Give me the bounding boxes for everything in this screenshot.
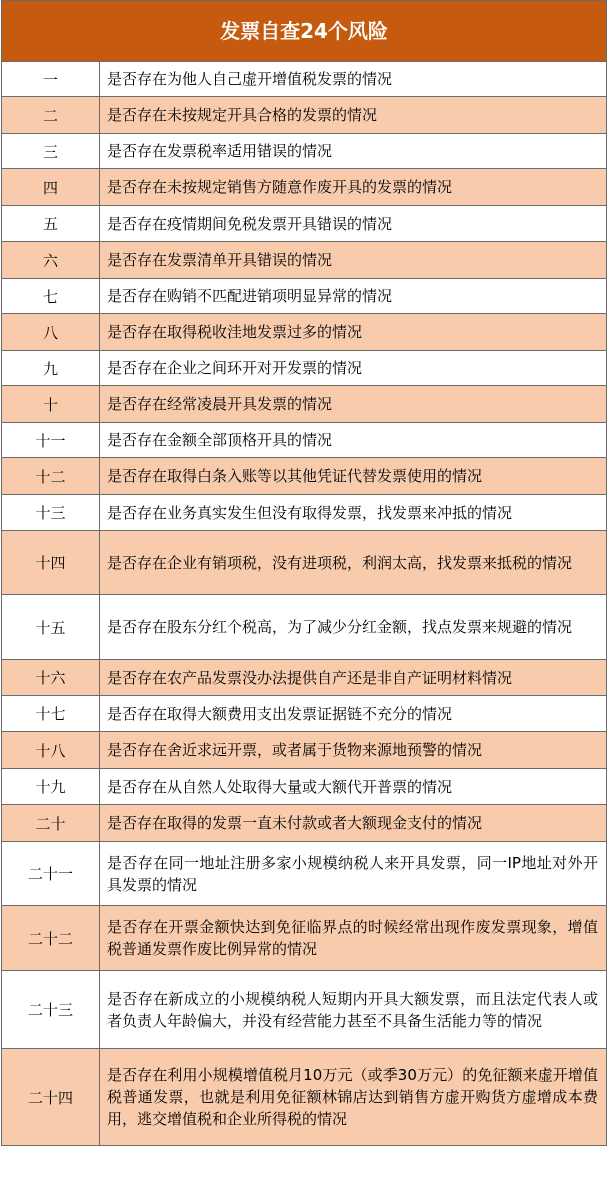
row-text: 是否存在经常凌晨开具发票的情况 [107, 395, 333, 413]
table-row [2, 732, 606, 769]
row-number: 五 [2, 206, 100, 241]
table-row [2, 206, 606, 242]
row-number: 七 [2, 279, 100, 313]
row-text: 是否存在利用小规模增值税月10万元（或季30万元）的免征额来虚开增值税普通发票，也就是利用免征额林锦店达到销售方虚开购货方虚增成本费用，逃交增值税和企业所得税的情况 [107, 1066, 598, 1128]
row-text: 是否存在金额全部顶格开具的情况 [107, 431, 333, 449]
table-row [2, 314, 606, 351]
table-row [2, 906, 606, 971]
table-row [2, 169, 606, 206]
row-text: 是否存在同一地址注册多家小规模纳税人来开具发票，同一IP地址对外开具发票的情况 [107, 853, 598, 894]
row-number: 二十四 [2, 1049, 100, 1145]
table-row [2, 531, 606, 595]
table-title: 发票自查24个风险 [2, 1, 606, 62]
row-text: 是否存在新成立的小规模纳税人短期内开具大额发票，而且法定代表人或者负责人年龄偏大，并没有经营能力甚至不具备生活能力等的情况 [107, 989, 598, 1030]
row-number: 十七 [2, 696, 100, 731]
row-number: 十九 [2, 769, 100, 804]
table-row [2, 842, 606, 906]
row-number: 二十 [2, 805, 100, 841]
row-number: 四 [2, 169, 100, 205]
row-text: 是否存在开票金额快达到免征临界点的时候经常出现作废发票现象，增值税普通发票作废比例异常的情况 [107, 918, 598, 958]
row-text: 是否存在为他人自己虚开增值税发票的情况 [107, 70, 393, 88]
row-number: 十五 [2, 595, 100, 659]
table-row [2, 386, 606, 423]
table-row [2, 242, 606, 279]
row-text: 是否存在从自然人处取得大量或大额代开普票的情况 [107, 777, 453, 796]
table-row [2, 495, 606, 531]
table-row [2, 1049, 606, 1145]
row-text: 是否存在取得白条入账等以其他凭证代替发票使用的情况 [107, 467, 483, 485]
row-text: 是否存在未按规定销售方随意作废开具的发票的情况 [107, 178, 453, 196]
row-number: 十一 [2, 423, 100, 457]
row-text: 是否存在企业有销项税，没有进项税，利润太高，找发票来抵税的情况 [107, 553, 573, 572]
row-text: 是否存在业务真实发生但没有取得发票，找发票来冲抵的情况 [107, 503, 513, 522]
table-row [2, 97, 606, 134]
table-row [2, 279, 606, 314]
table-body [2, 62, 606, 1145]
row-text: 是否存在股东分红个税高，为了减少分红金额，找点发票来规避的情况 [107, 618, 573, 636]
table-row [2, 971, 606, 1049]
table-row [2, 805, 606, 842]
row-number: 九 [2, 351, 100, 385]
table-row [2, 769, 606, 805]
row-number: 三 [2, 134, 100, 168]
row-text: 是否存在取得大额费用支出发票证据链不充分的情况 [107, 704, 453, 723]
row-text: 是否存在企业之间环开对开发票的情况 [107, 359, 363, 377]
risk-table [1, 0, 607, 1146]
row-text: 是否存在购销不匹配进销项明显异常的情况 [107, 287, 393, 305]
row-number: 十二 [2, 458, 100, 494]
row-number: 十四 [2, 531, 100, 594]
row-number: 二 [2, 97, 100, 133]
row-number: 二十三 [2, 971, 100, 1048]
table-row [2, 423, 606, 458]
table-row [2, 458, 606, 495]
table-row [2, 351, 606, 386]
row-text: 是否存在未按规定开具合格的发票的情况 [107, 106, 378, 124]
table-row [2, 62, 606, 97]
row-number: 二十二 [2, 906, 100, 970]
row-text: 是否存在取得税收洼地发票过多的情况 [107, 323, 363, 341]
table-row [2, 696, 606, 732]
row-text: 是否存在农产品发票没办法提供自产还是非自产证明材料情况 [107, 668, 513, 687]
table-row [2, 595, 606, 660]
row-number: 十三 [2, 495, 100, 530]
row-number: 十八 [2, 732, 100, 768]
row-number: 八 [2, 314, 100, 350]
table-row [2, 134, 606, 169]
row-number: 二十一 [2, 842, 100, 905]
row-number: 十六 [2, 660, 100, 695]
row-text: 是否存在取得的发票一直未付款或者大额现金支付的情况 [107, 814, 483, 832]
row-text: 是否存在舍近求远开票，或者属于货物来源地预警的情况 [107, 741, 483, 759]
row-text: 是否存在疫情期间免税发票开具错误的情况 [107, 214, 393, 233]
row-number: 六 [2, 242, 100, 278]
row-text: 是否存在发票税率适用错误的情况 [107, 142, 333, 160]
table-row [2, 660, 606, 696]
row-number: 十 [2, 386, 100, 422]
row-text: 是否存在发票清单开具错误的情况 [107, 251, 333, 269]
row-number: 一 [2, 62, 100, 96]
